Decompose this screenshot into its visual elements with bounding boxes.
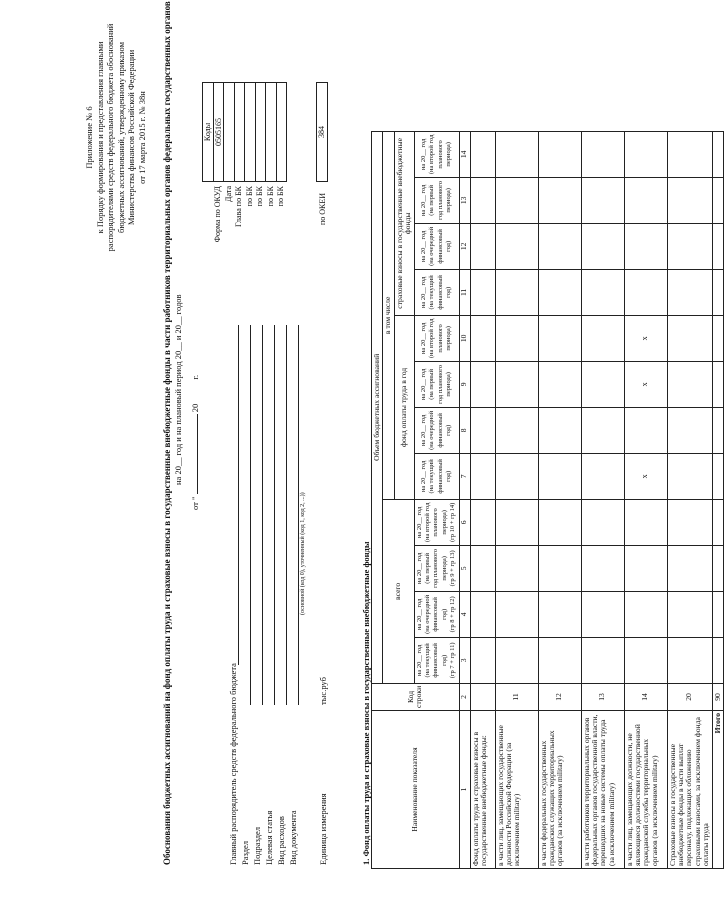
- table-row: [538, 131, 581, 868]
- column-number: 1: [459, 711, 470, 869]
- table-row: [667, 131, 712, 868]
- table-cell: [581, 591, 624, 637]
- field-label: Главный распорядитель средств федерального бюджета: [228, 663, 238, 865]
- table-cell: [712, 407, 723, 453]
- table-cell: [667, 499, 712, 545]
- table-cell: [538, 131, 581, 177]
- row-code: 12: [538, 683, 581, 710]
- col-year-header: на 20__ год (на первый год планового периода) (гр 9 + гр 13): [414, 545, 459, 591]
- table-cell: [581, 499, 624, 545]
- table-cell: [581, 453, 624, 499]
- col-year-header: на 20__ год (на текущий финансовый год) (гр 7 + гр 11): [414, 637, 459, 683]
- code-label: Дата: [223, 186, 233, 202]
- table-cell: [470, 453, 495, 499]
- approval-stamp: [84, 10, 147, 265]
- okei-label: по ОКЕИ: [318, 192, 327, 225]
- row-code: 13: [581, 683, 624, 710]
- table-cell: [495, 591, 538, 637]
- column-number: 12: [459, 223, 470, 269]
- column-numbers-row: [459, 131, 470, 868]
- col-ins-header: страховые взносы в государственные внебюджетные фонды: [394, 131, 414, 315]
- field-label: Целевая статья: [264, 810, 274, 865]
- x-mark: x: [624, 361, 667, 407]
- table-cell: [470, 361, 495, 407]
- field-line: [298, 325, 299, 705]
- table-cell: [538, 361, 581, 407]
- codes-header: Коды: [203, 83, 214, 182]
- planning-period: на 20__ год и на плановый период 20__ и 20__ годов: [173, 294, 183, 485]
- table-cell: [712, 177, 723, 223]
- date-year: 20: [190, 403, 200, 413]
- table-cell: [470, 177, 495, 223]
- column-number: 8: [459, 407, 470, 453]
- table-cell: [712, 269, 723, 315]
- document-title: Обоснования бюджетных ассигнований на фонд оплаты труда и страховые взносы в государственные внебюджетные фонды в части работников территориальных органов федеральных государственных органов: [162, 1, 172, 865]
- unit-label: Единица измерения: [318, 793, 328, 865]
- field-label: Раздел: [240, 840, 250, 865]
- col-year-header: на 20__ год (на текущий финансовый год): [414, 453, 459, 499]
- total-label: Итого: [712, 711, 723, 869]
- table-cell: [495, 177, 538, 223]
- table-cell: [667, 637, 712, 683]
- table-cell: [538, 177, 581, 223]
- column-number: 3: [459, 637, 470, 683]
- approval-line: бюджетных ассигнований, утвержденному приказом: [115, 42, 126, 233]
- table-cell: [495, 269, 538, 315]
- table-cell: [667, 223, 712, 269]
- table-cell: [495, 315, 538, 361]
- table-cell: [538, 453, 581, 499]
- table-cell: [712, 453, 723, 499]
- row-code: 20: [667, 683, 712, 710]
- field-line: [262, 325, 263, 705]
- date-line: [190, 375, 200, 510]
- table-cell: [624, 499, 667, 545]
- column-number: 10: [459, 315, 470, 361]
- code-cell: [224, 83, 235, 182]
- table-cell: [495, 407, 538, 453]
- code-label: Глава по БК: [234, 186, 243, 227]
- table-row: [495, 131, 538, 868]
- table-cell: [581, 131, 624, 177]
- row-name: Фонд оплаты труда и страховые взносы в государственные внебюджетные фонды:: [470, 711, 495, 869]
- field-label: Вид документа: [288, 810, 298, 865]
- table-cell: [538, 591, 581, 637]
- col-year-header: на 20__ год (на первый год планового периода): [414, 361, 459, 407]
- approval-line: к Порядку формирования и представления главными: [94, 41, 105, 234]
- col-year-header: на 20__ год (на второй год планового периода): [414, 131, 459, 177]
- code-label: по БК: [244, 186, 254, 207]
- table-row: [624, 131, 667, 868]
- table-cell: [538, 637, 581, 683]
- section-title: 1. Фонд оплаты труда и страховые взносы в государственные внебюджетные фонды: [361, 541, 371, 865]
- table-cell: [624, 177, 667, 223]
- table-cell: [581, 637, 624, 683]
- table-cell: [538, 407, 581, 453]
- table-cell: [470, 269, 495, 315]
- approval-line: от 17 марта 2015 г. № 38н: [136, 91, 147, 184]
- form-code: 0505165: [213, 83, 224, 182]
- table-cell: [470, 545, 495, 591]
- column-number: 4: [459, 591, 470, 637]
- column-number: 11: [459, 269, 470, 315]
- table-cell: [581, 315, 624, 361]
- code-label: Форма по ОКУД: [213, 186, 222, 243]
- table-cell: [624, 591, 667, 637]
- field-line: [250, 325, 251, 705]
- table-cell: [538, 545, 581, 591]
- table-cell: [581, 223, 624, 269]
- codes-labels: [213, 186, 287, 290]
- x-mark: x: [624, 453, 667, 499]
- row-name: Страховые взносы в государственные внебюджетные фонды в части выплат персоналу, подлежащих обложению страховыми взносами, за исключением фонда оплаты труда: [667, 711, 712, 869]
- approval-line: Министерства финансов Российской Федерации: [126, 49, 136, 226]
- table-cell: [712, 361, 723, 407]
- table-cell: [538, 315, 581, 361]
- code-cell: [245, 83, 256, 182]
- table-cell: [667, 315, 712, 361]
- col-incl-header: в том числе: [383, 131, 394, 499]
- table-cell: [495, 361, 538, 407]
- row-name: в части лиц, замещающих государственные должности Российской Федерации (за исключением military): [495, 711, 538, 869]
- code-cell: [276, 83, 287, 182]
- table-cell: [470, 315, 495, 361]
- document-type-note: (основной (код 0), уточненный (код 1, код 2, ...)): [300, 492, 306, 615]
- field-line: [286, 325, 287, 705]
- table-cell: [581, 407, 624, 453]
- table-cell: [624, 269, 667, 315]
- col-year-header: на 20__ год (на очередной финансовый год): [414, 407, 459, 453]
- table-cell: [624, 131, 667, 177]
- date-g: г.: [190, 374, 200, 380]
- table-cell: [667, 545, 712, 591]
- column-number: 5: [459, 545, 470, 591]
- field-line: [238, 325, 239, 665]
- table-cell: [712, 591, 723, 637]
- col-code-header: Код строки: [372, 683, 460, 710]
- table-cell: [624, 223, 667, 269]
- table-cell: [581, 361, 624, 407]
- table-cell: [538, 499, 581, 545]
- code-cell: [255, 83, 266, 182]
- col-year-header: на 20__ год (на первый год планового периода): [414, 177, 459, 223]
- table-cell: [712, 637, 723, 683]
- table-cell: [495, 545, 538, 591]
- table-cell: [495, 453, 538, 499]
- column-number: 9: [459, 361, 470, 407]
- date-from: от ": [190, 496, 200, 510]
- codes-table: [202, 82, 287, 182]
- col-year-header: на 20__ год (на второй год планового периода) (гр 10 + гр 14): [414, 499, 459, 545]
- col-total-header: всего: [383, 499, 414, 683]
- table-row: [581, 131, 624, 868]
- table-cell: [470, 131, 495, 177]
- approval-line: Приложение № 6: [84, 106, 94, 169]
- table-cell: [581, 269, 624, 315]
- col-name-header: Наименование показателя: [372, 711, 460, 869]
- table-cell: [667, 131, 712, 177]
- table-cell: [667, 591, 712, 637]
- table-cell: [581, 545, 624, 591]
- table-cell: [470, 637, 495, 683]
- col-year-header: на 20__ год (на очередной финансовый год): [414, 223, 459, 269]
- column-number: 14: [459, 131, 470, 177]
- field-label: Подраздел: [252, 826, 262, 865]
- table-cell: [712, 545, 723, 591]
- table-cell: [495, 223, 538, 269]
- table-cell: [495, 637, 538, 683]
- code-cell: [266, 83, 277, 182]
- row-name: в части работников территориальных органов федеральных органов государственной власти, перешедших на новые системы оплаты труда (за исключением military): [581, 711, 624, 869]
- row-name: в части федеральных государственных гражданских служащих территориальных органов (за исключением military): [538, 711, 581, 869]
- table-cell: [538, 223, 581, 269]
- code-cell: [234, 83, 245, 182]
- table-cell: [712, 223, 723, 269]
- field-line: [274, 325, 275, 705]
- column-number: 2: [459, 683, 470, 710]
- code-label: по БК: [255, 186, 264, 207]
- row-name: в части лиц, замещающих должности, не являющиеся должностями государственной гражданской службы территориальных органов (за исключением military): [624, 711, 667, 869]
- table-cell: [712, 499, 723, 545]
- code-label: по БК: [276, 186, 285, 207]
- table-cell: [538, 269, 581, 315]
- table-cell: [624, 407, 667, 453]
- col-volume-header: Объем бюджетных ассигнований: [372, 131, 383, 683]
- table-cell: [495, 131, 538, 177]
- column-number: 13: [459, 177, 470, 223]
- table-cell: [624, 545, 667, 591]
- table-cell: [495, 499, 538, 545]
- row-code: 11: [495, 683, 538, 710]
- table-body: [470, 131, 712, 868]
- col-fot-header: фонд оплаты труда в год: [394, 315, 414, 499]
- table-cell: [470, 407, 495, 453]
- column-number: 7: [459, 453, 470, 499]
- table-cell: [712, 315, 723, 361]
- table-cell: [624, 637, 667, 683]
- field-label: Вид расходов: [276, 816, 286, 865]
- unit-value: тыс.руб: [318, 677, 328, 705]
- total-code: 90: [712, 683, 723, 710]
- table-cell: [667, 177, 712, 223]
- table-cell: [470, 591, 495, 637]
- row-code: 14: [624, 683, 667, 710]
- row-code: [470, 683, 495, 710]
- table-cell: [470, 223, 495, 269]
- x-mark: x: [624, 315, 667, 361]
- budget-table: [371, 131, 724, 869]
- table-cell: [667, 269, 712, 315]
- okei-table: [316, 82, 328, 182]
- table-cell: [581, 177, 624, 223]
- okei-code: 384: [317, 83, 328, 182]
- code-label: по БК: [265, 186, 275, 207]
- approval-line: распорядителями средств федерального бюджета обоснований: [105, 23, 115, 252]
- table-cell: [712, 131, 723, 177]
- col-year-header: на 20__ год (на текущий финансовый год): [414, 269, 459, 315]
- table-cell: [667, 361, 712, 407]
- column-number: 6: [459, 499, 470, 545]
- table-row: [470, 131, 495, 868]
- col-year-header: на 20__ год (на очередной финансовый год) (гр 8 + гр 12): [414, 591, 459, 637]
- table-cell: [470, 499, 495, 545]
- table-cell: [667, 453, 712, 499]
- col-year-header: на 20__ год (на второй год планового периода): [414, 315, 459, 361]
- total-row: [712, 131, 723, 868]
- table-cell: [667, 407, 712, 453]
